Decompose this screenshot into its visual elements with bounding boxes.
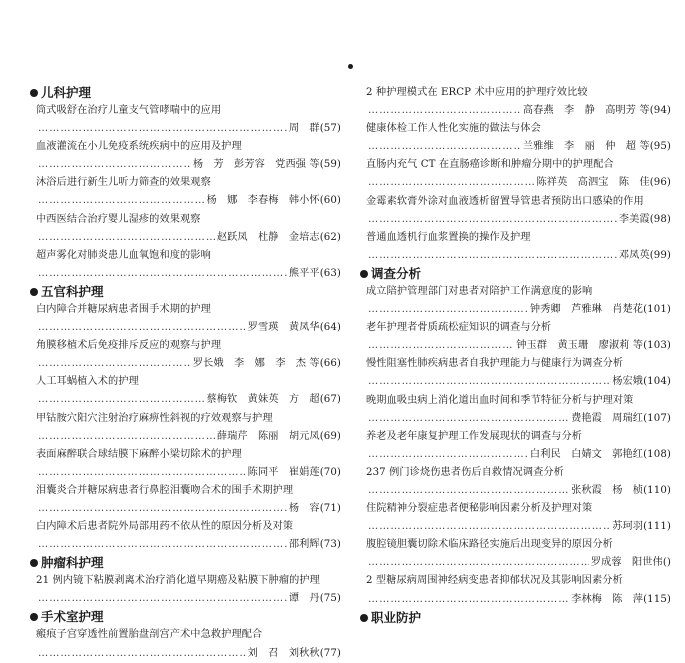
- entry-page: (96): [649, 177, 671, 189]
- entry-ref-line: [366, 554, 671, 572]
- entry-title-line: [36, 410, 341, 428]
- toc-entry[interactable]: [366, 120, 671, 156]
- entry-title-line: [36, 247, 341, 265]
- dot-leader: [38, 645, 246, 663]
- entry-authors: 杨 芳 彭芳容 党西强 等: [192, 159, 320, 171]
- entry-authors: 李林梅 陈 萍: [571, 593, 644, 605]
- entry-authors: 赵跃凤 杜静 金培志: [216, 231, 320, 243]
- toc-entry[interactable]: [36, 482, 341, 518]
- entry-authors: 周 群: [288, 123, 320, 135]
- toc-entry[interactable]: [36, 247, 341, 283]
- dot-leader: [368, 211, 617, 229]
- entry-authors: 钟玉群 黄玉珊 廖淑莉 等: [516, 340, 644, 352]
- entry-reference: [217, 428, 341, 446]
- entry-ref-line: [36, 355, 341, 373]
- toc-entry[interactable]: [36, 373, 341, 409]
- entry-ref-line: [366, 102, 671, 120]
- entry-reference: [289, 536, 341, 554]
- toc-entry[interactable]: [366, 84, 671, 120]
- toc-entry[interactable]: [36, 211, 341, 247]
- entry-page: (108): [643, 448, 671, 460]
- entry-ref-line: [366, 301, 671, 319]
- entry-title: 金霉素软膏外涂对血液透析留置导管患者预防出口感染的作用: [366, 195, 644, 207]
- entry-reference: [207, 192, 341, 210]
- entry-reference: [289, 500, 341, 518]
- entry-page: (57): [319, 123, 341, 135]
- entry-ref-line: [366, 482, 671, 500]
- dot-leader: [368, 554, 589, 572]
- entry-title-line: [366, 536, 671, 554]
- entry-reference: [591, 554, 671, 572]
- entry-page: (69): [319, 430, 341, 442]
- entry-reference: [523, 102, 671, 120]
- entry-ref-line: [36, 120, 341, 138]
- entry-title: 成立陪护管理部门对患者对陪护工作满意度的影响: [366, 285, 593, 297]
- toc-entry[interactable]: [366, 229, 671, 265]
- dot-leader: [38, 590, 287, 608]
- entry-page: (64): [319, 322, 341, 334]
- entry-title: 养老及老年康复护理工作发展现状的调查与分析: [366, 430, 583, 442]
- entry-ref-line: [36, 536, 341, 554]
- dot-leader: [368, 373, 610, 391]
- section-heading-text: 职业防护: [371, 609, 422, 625]
- bullet-icon: [360, 614, 368, 622]
- section-heading: [360, 609, 671, 627]
- entry-reference: [619, 247, 671, 265]
- entry-page: (110): [643, 484, 671, 496]
- entry-authors: 杨 容: [288, 502, 320, 514]
- entry-title: 血液灌流在小儿免疫系统疾病中的应用及护理: [36, 141, 242, 153]
- entry-reference: [537, 174, 671, 192]
- entry-authors: 钟秀卿 芦雅琳 肖楚花: [529, 304, 644, 316]
- entry-ref-line: [366, 410, 671, 428]
- entry-title-line: [366, 355, 671, 373]
- entry-title-line: [36, 174, 341, 192]
- entry-page: (71): [319, 502, 341, 514]
- dot-leader: [368, 247, 617, 265]
- dot-leader: [368, 102, 521, 120]
- entry-authors: 杨 娜 李春梅 韩小怀: [206, 195, 320, 207]
- dot-leader: [38, 229, 215, 247]
- entry-title: 超声雾化对肺炎患儿血氧饱和度的影响: [36, 249, 211, 261]
- toc-entry[interactable]: [366, 572, 671, 608]
- toc-entry[interactable]: [36, 410, 341, 446]
- entry-reference: [530, 301, 671, 319]
- toc-entry[interactable]: [366, 500, 671, 536]
- entry-ref-line: [36, 229, 341, 247]
- section-heading-text: 肿瘤科护理: [41, 555, 104, 571]
- toc-entry[interactable]: [36, 572, 341, 608]
- entry-title: 白内障合并糖尿病患者围手术期的护理: [36, 303, 211, 315]
- entry-title-line: [366, 319, 671, 337]
- entry-title: 白内障术后患者院外局部用药不依从性的原因分析及对策: [36, 521, 294, 533]
- entry-page: (70): [319, 466, 341, 478]
- entry-title-line: [36, 373, 341, 391]
- toc-entry[interactable]: [36, 102, 341, 138]
- entry-page: (111): [643, 521, 671, 533]
- entry-title: 泪囊炎合并糖尿病患者行鼻腔泪囊吻合术的围手术期护理: [36, 484, 294, 496]
- entry-page: (73): [319, 539, 341, 551]
- entry-page: (63): [319, 267, 341, 279]
- entry-authors: 陈祥英 高泗宝 陈 佳: [536, 177, 650, 189]
- toc-entry[interactable]: [366, 355, 671, 391]
- dot-leader: [38, 265, 287, 283]
- entry-page: (95): [649, 141, 671, 153]
- toc-entry[interactable]: [36, 446, 341, 482]
- section-heading: [30, 554, 341, 572]
- entry-title: 沐浴后进行新生儿听力筛查的效果观察: [36, 177, 211, 189]
- entry-ref-line: [36, 192, 341, 210]
- entry-title: 甲钴胺穴阳穴注射治疗麻痹性斜视的疗效观察与护理: [36, 412, 273, 424]
- bullet-icon: [30, 89, 38, 97]
- entry-ref-line: [36, 391, 341, 409]
- toc-entry[interactable]: [36, 337, 341, 373]
- toc-entry[interactable]: [36, 138, 341, 174]
- dot-leader: [38, 355, 191, 373]
- entry-reference: [248, 645, 341, 663]
- section-heading: [30, 283, 341, 301]
- entry-reference: [289, 265, 341, 283]
- entry-page: (101): [643, 304, 671, 316]
- section-heading-text: 五官科护理: [41, 283, 104, 299]
- entry-authors: 李美霞: [618, 213, 650, 225]
- entry-title: 2 型糖尿病周围神经病变患者抑郁状况及其影响因素分析: [366, 575, 623, 587]
- entry-title-line: [366, 464, 671, 482]
- entry-ref-line: [366, 138, 671, 156]
- entry-authors: 高春燕 李 静 高明芳 等: [522, 105, 650, 117]
- entry-ref-line: [366, 337, 671, 355]
- dot-leader: [368, 518, 610, 536]
- entry-ref-line: [366, 247, 671, 265]
- dot-leader: [38, 192, 205, 210]
- entry-title: 慢性阻塞性肺疾病患者自我护理能力与健康行为调查分析: [366, 358, 624, 370]
- entry-ref-line: [366, 174, 671, 192]
- entry-ref-line: [36, 645, 341, 663]
- entry-page: (66): [319, 358, 341, 370]
- entry-title: 住院精神分裂症患者便秘影响因素分析及护理对策: [366, 503, 593, 515]
- entry-title: 2 种护理模式在 ERCP 术中应用的护理疗效比较: [366, 87, 588, 98]
- bullet-icon: [30, 288, 38, 296]
- entry-page: (98): [649, 213, 671, 225]
- entry-page: (77): [319, 647, 341, 659]
- toc-entry[interactable]: [366, 428, 671, 464]
- separator-dot: [348, 64, 353, 69]
- entry-ref-line: [36, 319, 341, 337]
- entry-reference: [193, 355, 341, 373]
- dot-leader: [368, 410, 569, 428]
- entry-page: (94): [649, 105, 671, 117]
- entry-title: 腹腔镜胆囊切除术临床路径实施后出现变异的原因分析: [366, 539, 613, 551]
- dot-leader: [368, 482, 569, 500]
- dot-leader: [38, 391, 205, 409]
- dot-leader: [368, 138, 521, 156]
- dot-leader: [38, 464, 246, 482]
- entry-title-line: [36, 301, 341, 319]
- entry-authors: 白利民 白婧文 郭艳红: [529, 448, 644, 460]
- entry-title: 角膜移植术后免疫排斥反应的观察与护理: [36, 340, 222, 352]
- entry-authors: 邵利辉: [288, 539, 320, 551]
- toc-entry[interactable]: [36, 174, 341, 210]
- toc-entry[interactable]: [36, 518, 341, 554]
- dot-leader: [368, 337, 514, 355]
- entry-title-line: [36, 572, 341, 590]
- section-heading-text: 儿科护理: [41, 85, 92, 100]
- entry-title: 237 例门诊烧伤患者伤后自救情况调查分析: [366, 466, 564, 478]
- entry-authors: 熊平平: [288, 267, 320, 279]
- entry-reference: [289, 590, 341, 608]
- section-heading: [30, 84, 341, 102]
- entry-title: 老年护理者骨质疏松症知识的调查与分析: [366, 322, 552, 334]
- dot-leader: [368, 301, 528, 319]
- entry-title-line: [366, 283, 671, 301]
- toc-entry[interactable]: [366, 193, 671, 229]
- entry-page: (99): [649, 249, 671, 261]
- entry-page: (107): [643, 412, 671, 424]
- toc-entry[interactable]: [366, 156, 671, 192]
- entry-authors: 罗成蓉 阳世伟: [590, 557, 663, 569]
- section-heading-text: 调查分析: [371, 265, 422, 281]
- entry-page: (): [662, 557, 671, 569]
- dot-leader: [38, 319, 246, 337]
- entry-reference: [207, 391, 341, 409]
- toc-entry[interactable]: [366, 392, 671, 428]
- entry-title-line: [366, 428, 671, 446]
- entry-ref-line: [36, 265, 341, 283]
- entry-authors: 陈同平 崔娟莲: [247, 466, 320, 478]
- entry-ref-line: [366, 446, 671, 464]
- entry-title-line: [36, 482, 341, 500]
- entry-title: 晚期血吸虫病上消化道出血时间和季节特征分析与护理对策: [366, 394, 634, 406]
- entry-title-line: [366, 392, 671, 410]
- entry-title: 瘢痕子宫穿透性前置胎盘剖宫产术中急救护理配合: [36, 629, 263, 641]
- entry-reference: [612, 373, 671, 391]
- entry-ref-line: [36, 500, 341, 518]
- section-heading-text: 手术室护理: [41, 609, 104, 625]
- entry-page: (103): [643, 340, 671, 352]
- bullet-icon: [30, 559, 38, 567]
- entry-title-line: [36, 102, 341, 120]
- entry-ref-line: [36, 590, 341, 608]
- dot-leader: [38, 428, 215, 446]
- entry-ref-line: [366, 211, 671, 229]
- entry-title-line: [36, 518, 341, 536]
- toc-right-column: [366, 84, 671, 627]
- entry-reference: [289, 120, 341, 138]
- dot-leader: [38, 120, 287, 138]
- entry-title-line: [366, 193, 671, 211]
- toc-left-column: [36, 84, 341, 663]
- entry-title-line: [366, 500, 671, 518]
- entry-page: (62): [319, 231, 341, 243]
- entry-page: (115): [643, 593, 671, 605]
- bullet-icon: [30, 613, 38, 621]
- entry-reference: [571, 410, 671, 428]
- entry-reference: [619, 211, 671, 229]
- entry-title: 中西医结合治疗婴儿湿疹的效果观察: [36, 213, 201, 225]
- entry-reference: [193, 156, 341, 174]
- entry-title-line: [366, 84, 671, 102]
- entry-authors: 苏珂羽: [612, 521, 644, 533]
- bullet-icon: [360, 270, 368, 278]
- entry-title-line: [366, 229, 671, 247]
- entry-page: (104): [643, 376, 671, 388]
- toc-entry[interactable]: [366, 464, 671, 500]
- entry-reference: [530, 446, 671, 464]
- entry-title-line: [36, 211, 341, 229]
- entry-title: 表面麻醉联合球结膜下麻醉小梁切除术的护理: [36, 448, 242, 460]
- entry-ref-line: [36, 156, 341, 174]
- entry-authors: 杨宏娥: [612, 376, 644, 388]
- section-heading: [360, 265, 671, 283]
- entry-page: (60): [319, 195, 341, 207]
- toc-entry[interactable]: [366, 283, 671, 319]
- toc-entry[interactable]: [36, 626, 341, 662]
- entry-title-line: [36, 446, 341, 464]
- entry-title-line: [36, 626, 341, 644]
- entry-title-line: [36, 138, 341, 156]
- toc-entry[interactable]: [36, 301, 341, 337]
- entry-authors: 张秋霞 杨 桢: [571, 484, 644, 496]
- dot-leader: [38, 536, 287, 554]
- entry-title: 筒式吸舒在治疗儿童支气管哮喘中的应用: [36, 105, 222, 116]
- entry-title: 直肠内充气 CT 在直肠癌诊断和肿瘤分期中的护理配合: [366, 159, 614, 171]
- entry-reference: [217, 229, 341, 247]
- entry-reference: [248, 319, 341, 337]
- entry-ref-line: [36, 428, 341, 446]
- entry-reference: [523, 138, 671, 156]
- entry-title-line: [366, 572, 671, 590]
- entry-title: 人工耳蜗植入术的护理: [36, 376, 139, 388]
- entry-reference: [612, 518, 671, 536]
- entry-authors: 罗长娥 李 娜 李 杰 等: [192, 358, 320, 370]
- entry-reference: [571, 482, 671, 500]
- entry-title-line: [36, 337, 341, 355]
- entry-authors: 罗雪瑛 黄凤华: [247, 322, 320, 334]
- section-heading: [30, 608, 341, 626]
- toc-entry[interactable]: [366, 319, 671, 355]
- dot-leader: [368, 446, 528, 464]
- entry-ref-line: [366, 518, 671, 536]
- dot-leader: [368, 174, 535, 192]
- entry-page: (67): [319, 394, 341, 406]
- dot-leader: [368, 591, 569, 609]
- entry-page: (59): [319, 159, 341, 171]
- dot-leader: [38, 500, 287, 518]
- entry-authors: 邓凤英: [618, 249, 650, 261]
- entry-ref-line: [366, 373, 671, 391]
- entry-page: (75): [319, 593, 341, 605]
- entry-reference: [516, 337, 671, 355]
- entry-authors: 费艳霞 周瑞红: [571, 412, 644, 424]
- entry-title: 21 例内镜下粘膜剥离术治疗消化道早期癌及粘膜下肿瘤的护理: [36, 575, 320, 587]
- entry-authors: 兰雅维 李 丽 仲 超 等: [522, 141, 650, 153]
- entry-title: 健康体检工作人性化实施的做法与体会: [366, 123, 541, 135]
- toc-entry[interactable]: [366, 536, 671, 572]
- entry-ref-line: [366, 591, 671, 609]
- entry-authors: 刘 召 刘秋秋: [247, 647, 320, 659]
- entry-authors: 薛瑞芹 陈丽 胡元凤: [216, 430, 320, 442]
- entry-authors: 蔡梅钦 黄妹英 方 超: [206, 394, 320, 406]
- dot-leader: [38, 156, 191, 174]
- entry-title-line: [366, 120, 671, 138]
- entry-title-line: [366, 156, 671, 174]
- entry-ref-line: [36, 464, 341, 482]
- entry-authors: 谭 丹: [288, 593, 320, 605]
- entry-reference: [571, 591, 671, 609]
- entry-title: 普通血透机行血浆置换的操作及护理: [366, 231, 531, 243]
- entry-reference: [248, 464, 341, 482]
